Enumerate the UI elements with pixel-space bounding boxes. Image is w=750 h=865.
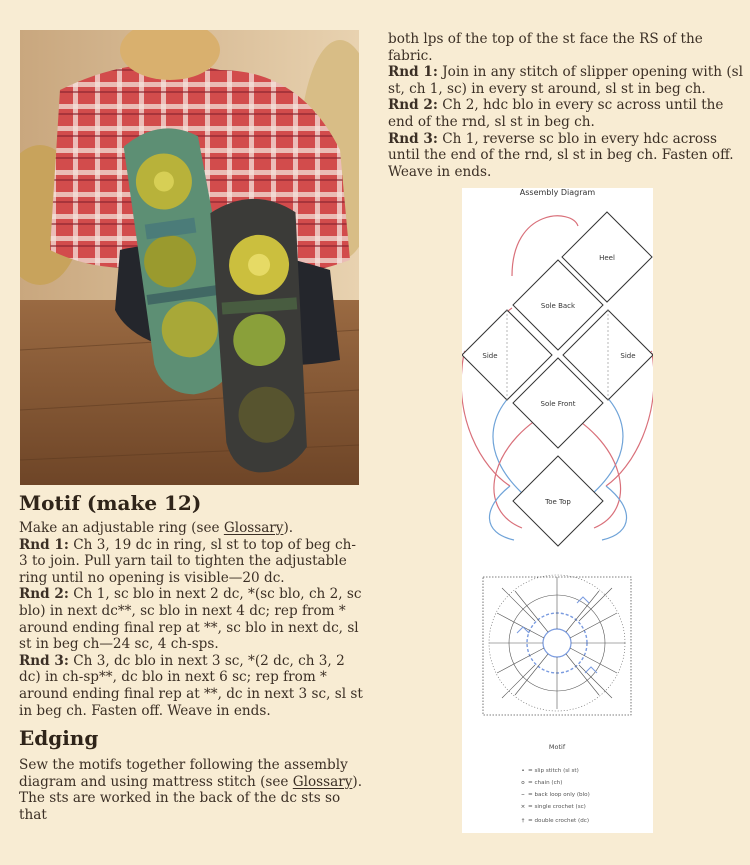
edging-rnd3-text: Ch 1, reverse sc blo in every hdc across until the end of the rnd, sl st in beg ch. Fasten off. Weave in ends. [388, 130, 734, 180]
legend-double-crochet-symbol: † [521, 818, 525, 824]
edging-rnd1-label: Rnd 1: [388, 64, 438, 81]
assembly-diagram [462, 188, 653, 833]
legend-back-loop-symbol: ⌢ [521, 792, 525, 798]
motif-intro-end: ). [283, 520, 294, 536]
label-toe-top: Toe Top [545, 498, 571, 506]
rnd2-text: Ch 1, sc blo in next 2 dc, *(sc blo, ch 2, sc blo) in next dc**, sc blo in next 4 dc; rep from * around ending final rep at **, sc blo in next dc, sl st in beg ch—24 sc, 4 ch-sps. [19, 586, 362, 653]
motif-instructions [19, 520, 364, 719]
diagram-title: Assembly Diagram [519, 188, 596, 197]
legend-single-crochet [518, 804, 586, 810]
legend-chain [518, 780, 562, 786]
rnd2-label: Rnd 2: [19, 586, 69, 603]
legend-chain-label: = chain (ch) [528, 780, 563, 786]
rnd3-text: Ch 3, dc blo in next 3 sc, *(2 dc, ch 3, 2 dc) in ch-sp**, dc blo in next 6 sc; rep from * around ending final rep at **, dc in next 3 sc, sl st in beg ch. Fasten off. Weave in ends. [19, 652, 363, 719]
slipper-photo [20, 30, 359, 485]
edging-intro: both lps of the top of the st face the RS of the fabric. [388, 31, 703, 64]
edging-text-end: ). The sts are worked in the back of the dc sts so that [19, 773, 363, 823]
edging-text: Sew the motifs together following the assembly diagram and using mattress stitch (see [19, 757, 348, 790]
legend-slip-stitch-symbol: • [521, 768, 525, 774]
right-column [388, 31, 748, 180]
legend-single-crochet-symbol: × [520, 804, 526, 810]
glossary-link-edging[interactable]: Glossary [292, 773, 353, 790]
edging-rnd3-label: Rnd 3: [388, 130, 438, 147]
legend-back-loop [518, 792, 590, 799]
edging-rnd2-label: Rnd 2: [388, 97, 438, 114]
legend-back-loop-label: = back loop only (blo) [528, 792, 590, 798]
label-side-right: Side [620, 352, 636, 360]
glossary-link[interactable]: Glossary [223, 520, 284, 536]
motif-intro-text: Make an adjustable ring (see [19, 520, 224, 536]
edging-continued [388, 31, 748, 180]
legend-double-crochet [518, 818, 589, 824]
label-heel: Heel [599, 254, 615, 262]
slipper-photo-illustration [20, 30, 359, 485]
label-sole-back: Sole Back [540, 302, 576, 310]
label-sole-front: Sole Front [540, 400, 576, 408]
legend-slip-stitch [518, 768, 579, 774]
motif-heading: Motif (make 12) [19, 491, 202, 515]
legend-single-crochet-label: = single crochet (sc) [528, 804, 586, 810]
rnd1-label: Rnd 1: [19, 536, 69, 553]
left-column [19, 490, 364, 824]
legend-chain-symbol: o [521, 780, 525, 786]
label-side-left: Side [482, 352, 498, 360]
rnd3-label: Rnd 3: [19, 652, 69, 669]
seam-curve-top [512, 216, 578, 276]
motif-chart-label: Motif [548, 743, 566, 751]
motif-chart [483, 575, 631, 715]
rnd1-text: Ch 3, 19 dc in ring, sl st to top of beg ch-3 to join. Pull yarn tail to tighten the adjustable ring until no opening is visible—20 dc. [19, 536, 356, 586]
legend-slip-stitch-label: = slip stitch (sl st) [528, 768, 579, 774]
edging-rnd1-text: Join in any stitch of slipper opening with (sl st, ch 1, sc) in every st around, sl st in beg ch. [388, 64, 743, 97]
assembly-diagram-panel [462, 188, 653, 833]
edging-instructions [19, 757, 364, 823]
edging-rnd2-text: Ch 2, hdc blo in every sc across until the end of the rnd, sl st in beg ch. [388, 97, 724, 130]
legend-double-crochet-label: = double crochet (dc) [528, 818, 590, 824]
edging-heading: Edging [19, 726, 99, 751]
